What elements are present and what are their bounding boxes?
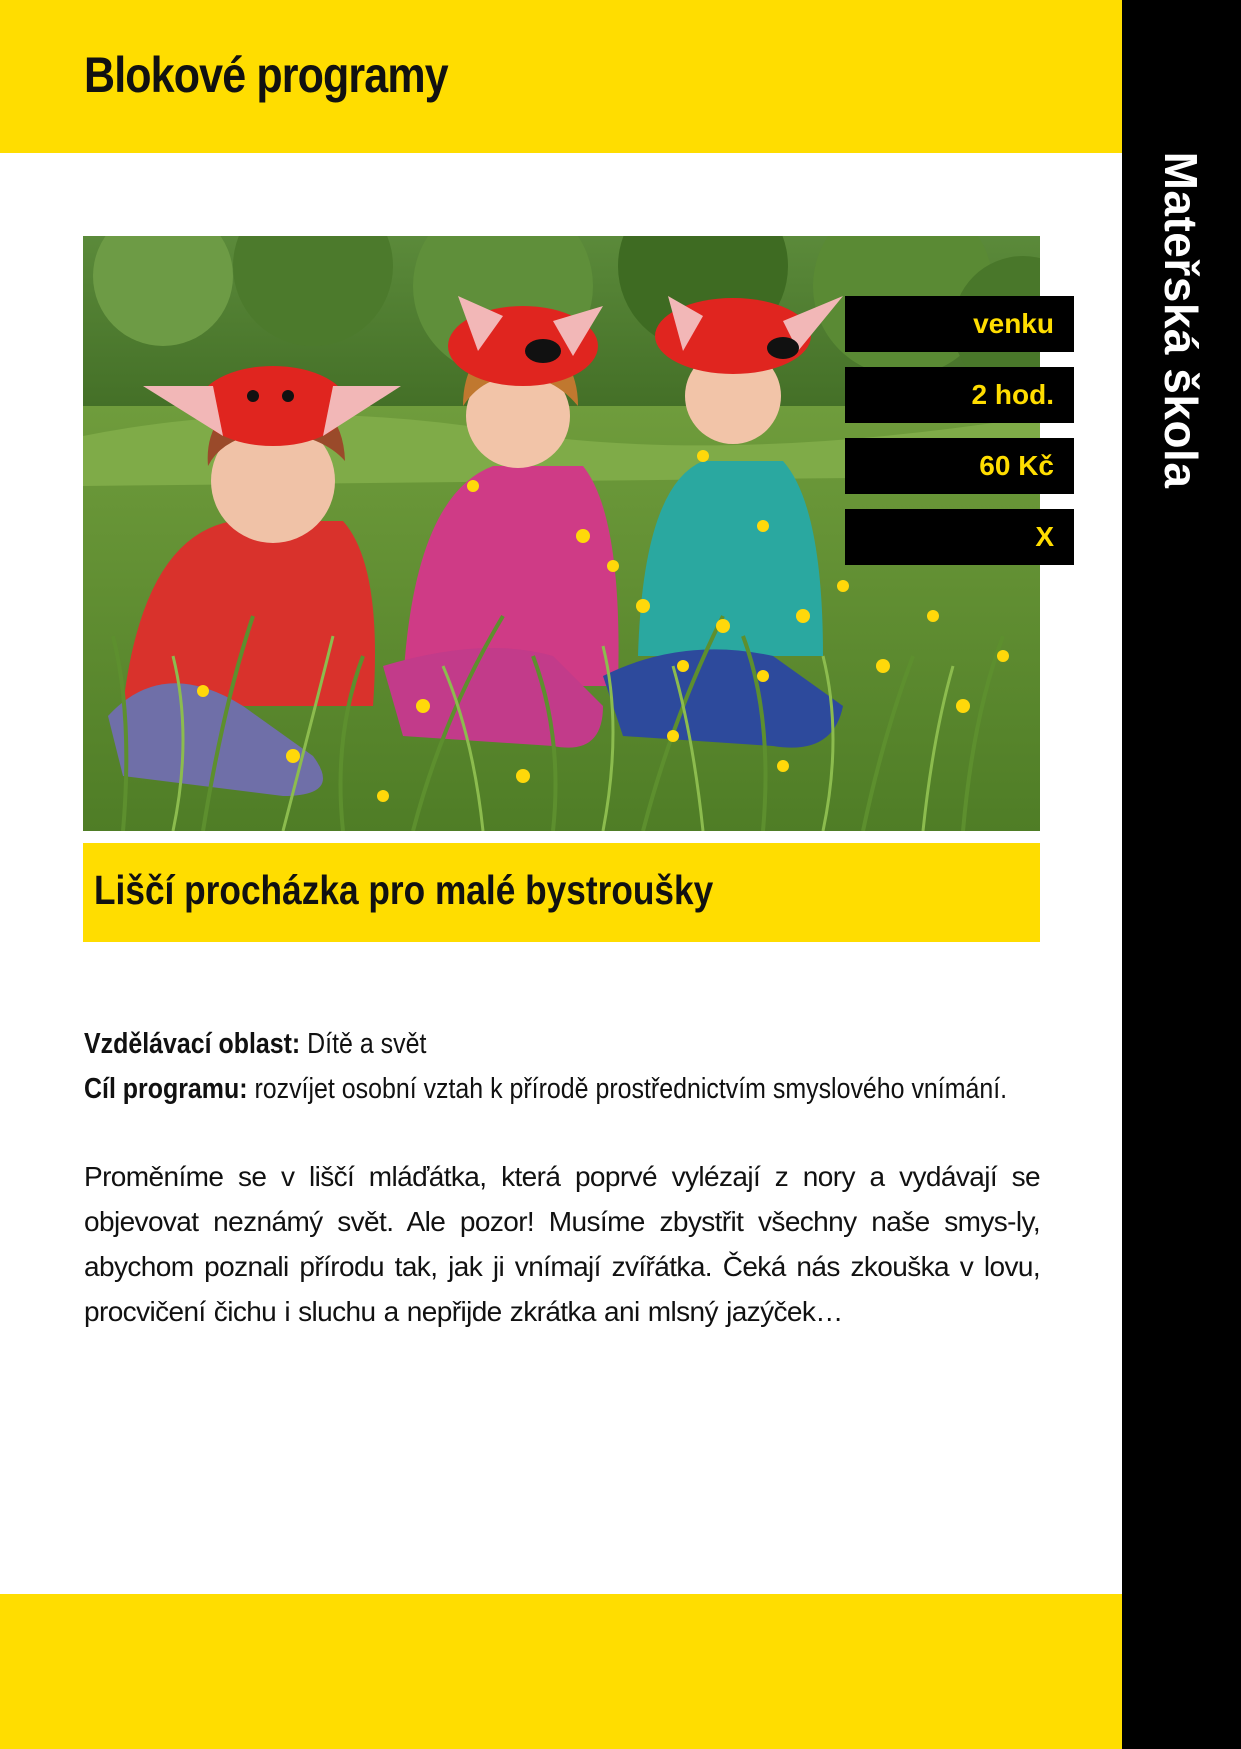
program-title-band bbox=[83, 843, 1040, 942]
info-tag-duration: 2 hod. bbox=[845, 367, 1074, 423]
program-meta bbox=[84, 1022, 1044, 1112]
program-goal-label: Cíl programu: bbox=[84, 1073, 248, 1105]
section-title: Blokové programy bbox=[84, 47, 448, 103]
education-area-line bbox=[84, 1022, 910, 1067]
info-tag-location: venku bbox=[845, 296, 1074, 352]
program-title: Liščí procházka pro malé bystroušky bbox=[94, 867, 714, 913]
header-band bbox=[0, 0, 1122, 153]
footer-band bbox=[0, 1594, 1122, 1749]
education-area-label: Vzdělávací oblast: bbox=[84, 1028, 301, 1060]
program-goal-value: rozvíjet osobní vztah k přírodě prostřednictvím smyslového vnímání. bbox=[254, 1073, 1008, 1105]
program-description: Proměníme se v liščí mláďátka, která poprvé vylézají z nory a vydávají se objevovat neznámý svět. Ale pozor! Musíme zbystřit všechny naše smys-ly, abychom poznali přírodu tak, jak ji vnímají zvířátka. Čeká nás zkouška v lovu, procvičení čichu i sluchu a nepřijde zkrátka ani mlsný jazýček… bbox=[84, 1161, 1040, 1327]
side-label: Mateřská škola bbox=[1155, 151, 1207, 489]
info-tag-price: 60 Kč bbox=[845, 438, 1074, 494]
info-tag-extra: X bbox=[845, 509, 1074, 565]
program-goal-line bbox=[84, 1067, 1008, 1112]
education-area-value: Dítě a svět bbox=[307, 1028, 427, 1060]
